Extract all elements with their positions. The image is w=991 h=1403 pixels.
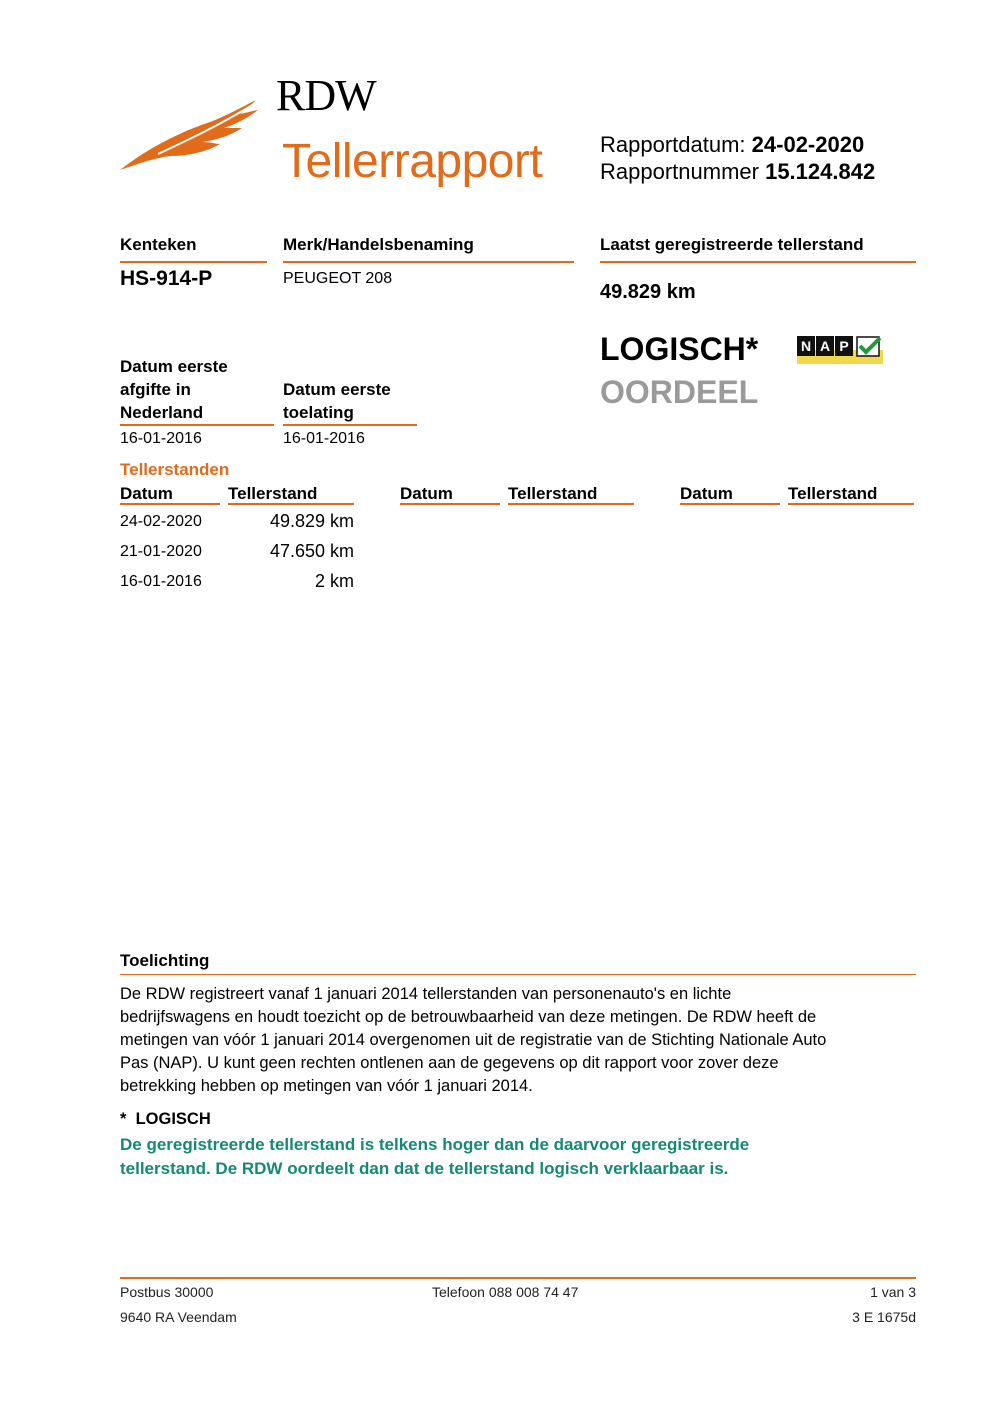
rapportnummer-value: 15.124.842 xyxy=(765,159,876,184)
col-datum-3: Datum xyxy=(680,484,733,503)
divider xyxy=(600,261,916,263)
nap-letter: A xyxy=(816,336,834,356)
afgifte-label-line: afgifte in xyxy=(120,380,191,399)
divider xyxy=(788,503,914,505)
rapportdatum-label: Rapportdatum: xyxy=(600,132,746,157)
toelichting-line: betrekking hebben op metingen van vóór 1 januari 2014. xyxy=(120,1077,533,1095)
laatst-label: Laatst geregistreerde tellerstand xyxy=(600,235,864,254)
kenteken-label: Kenteken xyxy=(120,235,197,254)
logisch-line: De geregistreerde tellerstand is telkens hoger dan de daarvoor geregistreerde xyxy=(120,1135,750,1154)
footer-code: 3 E 1675d xyxy=(852,1309,916,1325)
divider xyxy=(400,503,500,505)
divider xyxy=(120,261,267,263)
footer-divider xyxy=(120,1277,916,1279)
afgifte-label xyxy=(120,355,228,424)
toelichting-line: bedrijfswagens en houdt toezicht op de betrouwbaarheid van deze metingen. De RDW heeft de xyxy=(120,1008,817,1026)
divider xyxy=(508,503,634,505)
footer-plaats: 9640 RA Veendam xyxy=(120,1309,237,1325)
toelichting-text xyxy=(120,983,920,1098)
toelichting-title: Toelichting xyxy=(120,951,210,970)
merk-label: Merk/Handelsbenaming xyxy=(283,235,474,254)
toelichting-line: Pas (NAP). U kunt geen rechten ontlenen aan de gegevens op dit rapport voor zover deze xyxy=(120,1054,779,1072)
afgifte-label-line: Nederland xyxy=(120,403,204,422)
nap-letter: P xyxy=(835,336,853,356)
col-tellerstand-3: Tellerstand xyxy=(788,484,878,503)
logisch-explanation xyxy=(120,1133,920,1181)
divider xyxy=(283,261,574,263)
toelichting-line: De RDW registreert vanaf 1 januari 2014 tellerstanden van personenauto's en lichte xyxy=(120,985,732,1003)
rdw-logo-icon xyxy=(118,96,260,174)
footer-postbus: Postbus 30000 xyxy=(120,1284,214,1300)
oordeel-label: OORDEEL xyxy=(600,374,759,410)
rapportdatum-value: 24-02-2020 xyxy=(751,132,865,157)
col-tellerstand-2: Tellerstand xyxy=(508,484,598,503)
laatst-value: 49.829 km xyxy=(600,281,696,303)
col-datum-1: Datum xyxy=(120,484,173,503)
toelating-label-line: toelating xyxy=(283,403,354,422)
kenteken-value: HS-914-P xyxy=(120,267,213,290)
divider xyxy=(228,503,354,505)
rapportdatum xyxy=(600,131,864,159)
table-row-datum: 16-01-2016 xyxy=(120,573,202,590)
footer-telefoon: Telefoon 088 008 74 47 xyxy=(432,1284,579,1300)
table-row-datum: 21-01-2020 xyxy=(120,543,202,560)
table-row-stand: 47.650 km xyxy=(269,541,354,561)
toelichting-line: metingen van vóór 1 januari 2014 overgenomen uit de registratie van de Stichting Nationale Auto xyxy=(120,1031,827,1049)
rapportnummer-label: Rapportnummer xyxy=(600,159,759,184)
page-title: Tellerrapport xyxy=(282,135,543,188)
divider xyxy=(283,424,417,426)
table-row-datum: 24-02-2020 xyxy=(120,513,202,530)
afgifte-value: 16-01-2016 xyxy=(120,430,202,447)
table-row-stand: 2 km xyxy=(314,571,354,591)
toelating-value: 16-01-2016 xyxy=(283,430,365,447)
divider xyxy=(120,424,274,426)
nap-logo xyxy=(797,336,887,368)
logisch-line: tellerstand. De RDW oordeelt dan dat de tellerstand logisch verklaarbaar is. xyxy=(120,1159,729,1178)
tellerstanden-title: Tellerstanden xyxy=(120,460,230,479)
oordeel-value: LOGISCH* xyxy=(600,331,759,367)
footer-pagina: 1 van 3 xyxy=(870,1284,916,1300)
rapportnummer xyxy=(600,158,875,186)
col-datum-2: Datum xyxy=(400,484,453,503)
nap-badge xyxy=(797,336,887,358)
merk-value: PEUGEOT 208 xyxy=(283,270,393,287)
divider xyxy=(680,503,780,505)
logisch-heading: * LOGISCH xyxy=(120,1110,211,1128)
divider xyxy=(120,974,916,975)
afgifte-label-line: Datum eerste xyxy=(120,357,228,376)
logo-text: RDW xyxy=(276,71,376,120)
col-tellerstand-1: Tellerstand xyxy=(228,484,318,503)
toelating-label-line: Datum eerste xyxy=(283,380,391,399)
divider xyxy=(120,503,220,505)
nap-letter: N xyxy=(797,336,815,356)
toelating-label xyxy=(283,378,391,424)
table-row-stand: 49.829 km xyxy=(269,511,354,531)
check-icon xyxy=(856,336,882,358)
